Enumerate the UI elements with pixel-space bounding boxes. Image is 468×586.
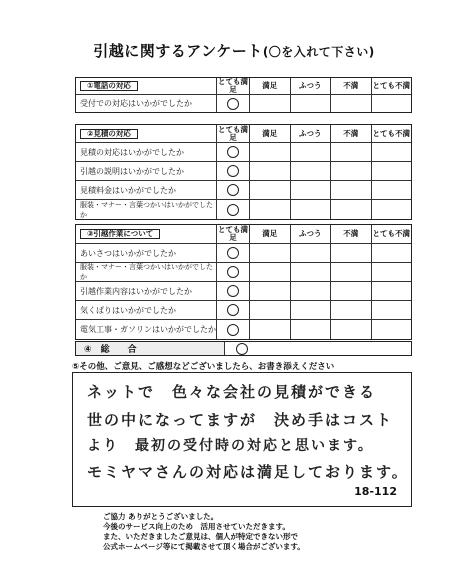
answer-circle [227, 165, 239, 177]
section-header: ②見積の対応 とても満足 満足 ふつう 不満 とても不満 [76, 125, 411, 143]
question-label: 受付での対応はいかがでしたか [80, 99, 192, 108]
section-heading: ②見積の対応 [80, 129, 138, 139]
section-header [76, 78, 411, 95]
answer-circle [227, 285, 239, 297]
col-normal: ふつう [290, 78, 331, 94]
section-phone [75, 77, 412, 113]
question-row [76, 244, 411, 263]
section-heading: ③引越作業について [80, 229, 160, 239]
footer-notice: ご協力 ありがとうございました。 今後のサービス向上のため 活用させていただきます。 また、いただきましたご意見は、個人が特定できない形で 公式ホームページ等にて掲載させて頂く場合がございます。 [103, 512, 305, 551]
question-row [76, 162, 411, 181]
col-very-dissatisfied: とても不満 [371, 78, 412, 94]
answer-circle [227, 266, 239, 278]
question-row [76, 95, 411, 112]
handwritten-line: モミヤマさんの対応は満足しております。 [87, 463, 409, 481]
question-label: 見積の対応はいかがでしたか [80, 147, 184, 157]
section-header: ③引越作業について とても満足 満足 ふつう 不満 とても不満 [76, 225, 411, 244]
answer-circle [227, 146, 239, 158]
page-title: 引越に関するアンケート(〇を入れて下さい) [93, 42, 375, 60]
question-label: 引越の説明はいかがでしたか [80, 166, 184, 176]
col-dissatisfied: 不満 [330, 78, 371, 94]
answer-circle [236, 343, 248, 355]
col-very-satisfied: とても満足 [218, 77, 248, 94]
question-label: 引越作業内容はいかがでしたか [80, 286, 192, 296]
col-satisfied: 満足 [249, 78, 290, 94]
form-code: 18-112 [354, 485, 397, 498]
section-heading: ①電話の対応 [80, 81, 138, 91]
section-moving-work [75, 224, 412, 340]
question-label: 電気工事・ガソリンはいかがでしたか [80, 325, 216, 334]
handwritten-line: ネットで 色々な会社の見積ができる [87, 383, 377, 401]
overall-row [75, 341, 412, 356]
question-label: 見積料金はいかがでしたか [80, 185, 176, 195]
answer-circle [227, 184, 239, 196]
answer-circle [227, 247, 239, 259]
question-label: 服装・マナー・言葉つかいはいかがでしたか [80, 263, 213, 281]
answer-circle [227, 204, 239, 216]
question-label: 服装・マナー・言葉つかいはいかがでしたか [80, 200, 213, 219]
comment-box[interactable] [72, 372, 412, 507]
question-label: あいさつはいかがでしたか [80, 248, 176, 258]
question-row [76, 263, 411, 282]
answer-circle [227, 98, 239, 110]
question-row [76, 200, 411, 219]
question-row [76, 282, 411, 301]
question-row [76, 181, 411, 200]
section-estimate [75, 124, 412, 220]
handwritten-line: 世の中になってますが 決め手はコスト [87, 411, 394, 429]
overall-label: ④ 総 合 [76, 342, 224, 355]
question-row [76, 320, 411, 339]
handwritten-line: より 最初の受付時の対応と思います。 [87, 438, 374, 454]
question-row [76, 301, 411, 320]
answer-circle [227, 324, 239, 336]
comment-heading: ⑤その他、ご意見、ご感想などございましたら、お書き添えください [72, 362, 335, 372]
answer-circle [227, 304, 239, 316]
question-row [76, 143, 411, 162]
question-label: 気くばりはいかがでしたか [80, 305, 176, 315]
